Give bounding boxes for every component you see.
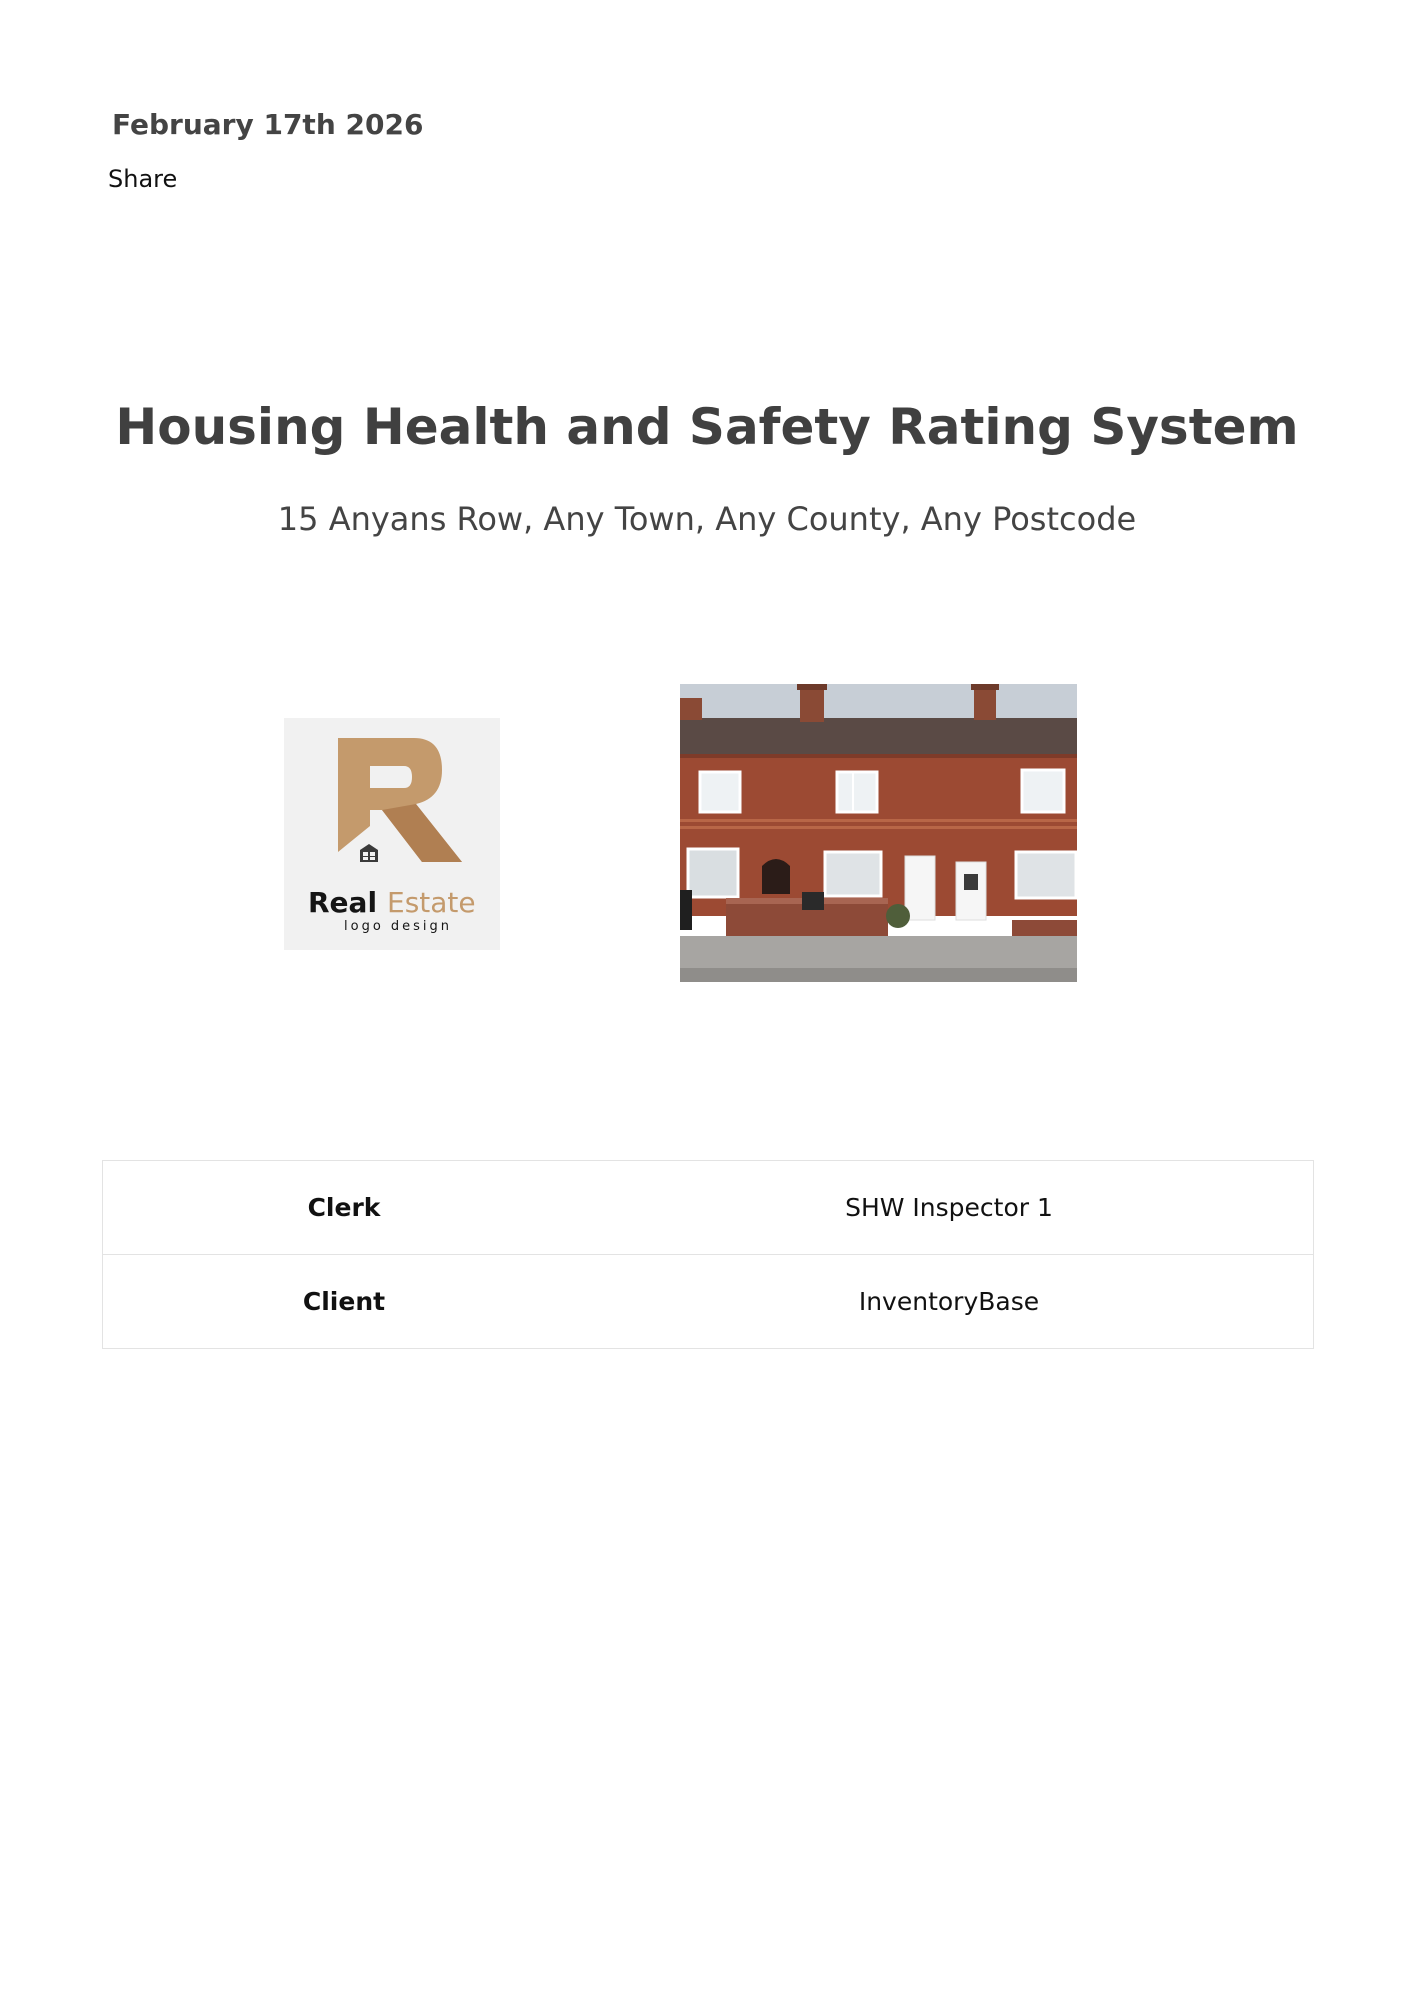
clerk-value: SHW Inspector 1: [585, 1161, 1314, 1255]
table-row: [103, 1255, 1314, 1349]
logo-brand-strong: Real: [308, 886, 378, 919]
report-details-table: [102, 1160, 1314, 1349]
report-date: February 17th 2026: [112, 108, 424, 141]
logo-tagline: logo design: [344, 919, 453, 934]
property-photo: [680, 684, 1077, 982]
table-row: [103, 1161, 1314, 1255]
company-logo: [284, 718, 500, 950]
property-address: 15 Anyans Row, Any Town, Any County, Any Postcode: [277, 500, 1137, 538]
logo-brand-light: Estate: [387, 886, 476, 919]
client-label: Client: [103, 1255, 586, 1349]
client-value: InventoryBase: [585, 1255, 1314, 1349]
report-title: Housing Health and Safety Rating System: [115, 398, 1299, 456]
clerk-label: Clerk: [103, 1161, 586, 1255]
share-link[interactable]: Share: [108, 165, 178, 193]
